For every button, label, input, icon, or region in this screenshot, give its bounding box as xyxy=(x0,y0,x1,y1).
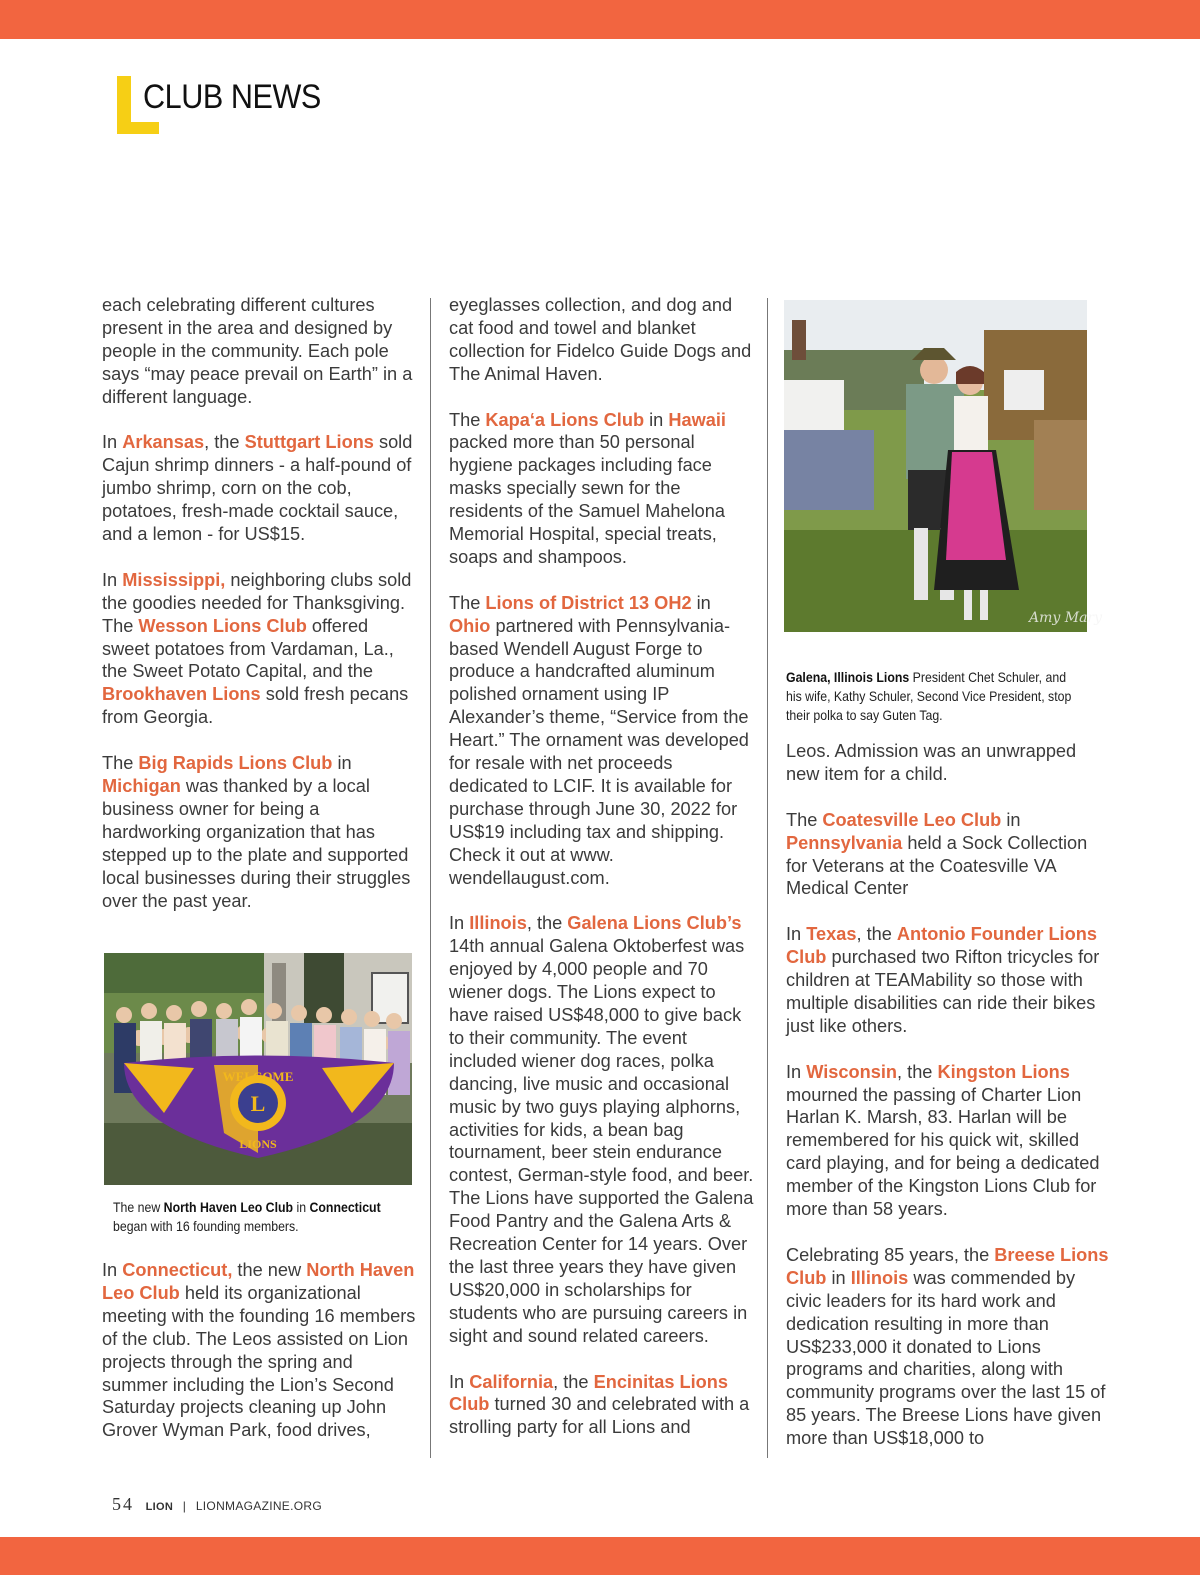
highlight-place: Connecticut, xyxy=(122,1260,233,1280)
column-1-bottom xyxy=(102,1259,417,1465)
paragraph: In California, the Encinitas Lions Club turned 30 and celebrated with a strolling party for all Lions and xyxy=(449,1371,750,1438)
svg-text:WELCOME: WELCOME xyxy=(222,1069,294,1084)
highlight-club: Kapa‘a Lions Club xyxy=(485,409,645,430)
highlight-place: Hawaii xyxy=(668,409,726,430)
highlight-place: Wisconsin xyxy=(806,1061,898,1082)
paragraph: The Kapa‘a Lions Club in Hawaii packed more than 50 personal hygiene packages including face masks specially sewn for the residents of the Samuel Mahelona Memorial Hospital, special treats, soaps and shampoos. xyxy=(449,409,726,567)
column-2 xyxy=(449,294,754,1462)
paragraph: Leos. Admission was an unwrapped new item for a child. xyxy=(786,741,1077,784)
highlight-club: Stuttgart Lions xyxy=(244,432,374,453)
photo-caption: The new North Haven Leo Club in Connecticut began with 16 founding members. xyxy=(113,1199,381,1234)
top-accent-bar xyxy=(0,0,1200,39)
highlight-club: Big Rapids Lions Club xyxy=(138,753,333,774)
highlight-place: Illinois xyxy=(850,1267,909,1288)
paragraph: eyeglasses collection, and dog and cat food and towel and blanket collection for Fidelco Guide Dogs and The Animal Haven. xyxy=(449,295,752,384)
paragraph: In Wisconsin, the Kingston Lions mourned the passing of Charter Lion Harlan K. Marsh, 83. Harlan will be remembered for his quick wit, skilled card playing, and for being a dedicated member of the Kingston Lions Club for more than 58 years. xyxy=(786,1061,1100,1220)
bottom-accent-bar xyxy=(0,1537,1200,1575)
column-divider xyxy=(430,298,431,1458)
paragraph: In Connecticut, the new North Haven Leo Club held its organizational meeting with the founding 16 members of the club. The Leos assisted on Lion projects through the spring and summer including the Lion’s Second Saturday projects cleaning up John Grover Wyman Park, food drives, xyxy=(102,1260,416,1441)
highlight-club: Breese Lions Club xyxy=(786,1244,1109,1288)
paragraph: each celebrating different cultures present in the area and designed by people in the community. Each pole says “may peace prevail on Earth” in a different language. xyxy=(102,295,413,407)
highlight-club: Brookhaven Lions xyxy=(102,684,261,705)
highlight-place: Texas xyxy=(806,924,857,945)
page-number: 54 xyxy=(112,1494,134,1514)
galena-lions-couple-photo xyxy=(784,300,1103,632)
highlight-club: Wesson Lions Club xyxy=(138,615,307,636)
highlight-place: Michigan xyxy=(102,775,181,796)
magazine-url[interactable]: LIONMAGAZINE.ORG xyxy=(195,1499,322,1513)
paragraph: The Coatesville Leo Club in Pennsylvania held a Sock Collection for Veterans at the Coatesville VA Medical Center xyxy=(786,809,1088,899)
photo-caption: Galena, Illinois Lions President Chet Schuler, and his wife, Kathy Schuler, Second Vice President, stop their polka to say Guten Tag. xyxy=(786,669,1072,723)
highlight-club: Kingston Lions xyxy=(937,1061,1070,1082)
highlight-club: North Haven Leo Club xyxy=(102,1260,415,1303)
highlight-place: Ohio xyxy=(449,615,491,636)
highlight-place: Arkansas xyxy=(122,432,205,453)
leo-club-group-photo xyxy=(104,953,412,1185)
paragraph: In Texas, the Antonio Founder Lions Club purchased two Rifton tricycles for children at TEAMability so those with multiple disabilities can ride their bikes just like others. xyxy=(786,924,1100,1036)
column-3 xyxy=(786,740,1111,1473)
paragraph: The Lions of District 13 OH2 in Ohio partnered with Pennsylvania-based Wendell August Forge to produce a handcrafted aluminum polished ornament using IP Alexander’s theme, “Service from the Heart.” The ornament was developed for resale with net proceeds dedicated to LCIF. It is available for purchase through June 30, 2022 for US$19 including tax and shipping. Check it out at www. wendellaugust.com. xyxy=(449,592,749,888)
highlight-club: Encinitas Lions Club xyxy=(449,1371,728,1415)
highlight-club: Coatesville Leo Club xyxy=(822,809,1002,830)
section-title: CLUB NEWS xyxy=(143,78,321,116)
svg-text:LIONS: LIONS xyxy=(239,1137,277,1151)
column-1 xyxy=(102,294,417,935)
highlight-place: Illinois xyxy=(469,913,527,934)
svg-text:L: L xyxy=(250,1091,266,1116)
footer-separator: | xyxy=(182,1499,187,1513)
svg-text:Amy Mary: Amy Mary xyxy=(1029,610,1103,626)
paragraph: The Big Rapids Lions Club in Michigan was thanked by a local business owner for being a hardworking organization that has stepped up to the plate and supported local businesses during their struggles over the past year. xyxy=(102,753,411,911)
highlight-club: Antonio Founder Lions Club xyxy=(786,924,1097,968)
paragraph: In Illinois, the Galena Lions Club’s 14th annual Galena Oktoberfest was enjoyed by 4,000 people and 70 wiener dogs. The Lions expect to have raised US$48,000 to give back to their community. The event included wiener dog races, polka dancing, live music and occasional music by two guys playing alphorns, activities for kids, a bean bag tournament, beer stein endurance contest, German-style food, and beer. The Lions have supported the Galena Food Pantry and the Galena Arts & Recreation Center for 14 years. Over the last three years they have given US$20,000 in scholarships for students who are pursuing careers in sight and sound related careers. xyxy=(449,913,754,1346)
magazine-name: LION xyxy=(145,1501,174,1513)
column-divider xyxy=(767,298,768,1458)
highlight-place: California xyxy=(469,1371,554,1392)
highlight-place: Mississippi, xyxy=(122,569,226,590)
highlight-club: Galena Lions Club’s xyxy=(567,913,742,934)
paragraph: In Mississippi, neighboring clubs sold the goodies needed for Thanksgiving. The Wesson Lions Club offered sweet potatoes from Vardaman, La., the Sweet Potato Capital, and the Brookhaven Lions sold fresh pecans from Georgia. xyxy=(102,569,412,728)
paragraph: In Arkansas, the Stuttgart Lions sold Cajun shrimp dinners - a half-pound of jumbo shrimp, corn on the cob, potatoes, fresh-made cocktail sauce, and a lemon - for US$15. xyxy=(102,432,413,545)
highlight-club: Lions of District 13 OH2 xyxy=(485,592,692,613)
page-footer xyxy=(112,1494,322,1515)
paragraph: Celebrating 85 years, the Breese Lions Club in Illinois was commended by civic leaders for its hard work and dedication resulting in more than US$233,000 it donated to Lions programs and charities, along with community programs over the last 15 of 85 years. The Breese Lions have given more than US$18,000 to xyxy=(786,1244,1109,1449)
highlight-place: Pennsylvania xyxy=(786,832,903,853)
